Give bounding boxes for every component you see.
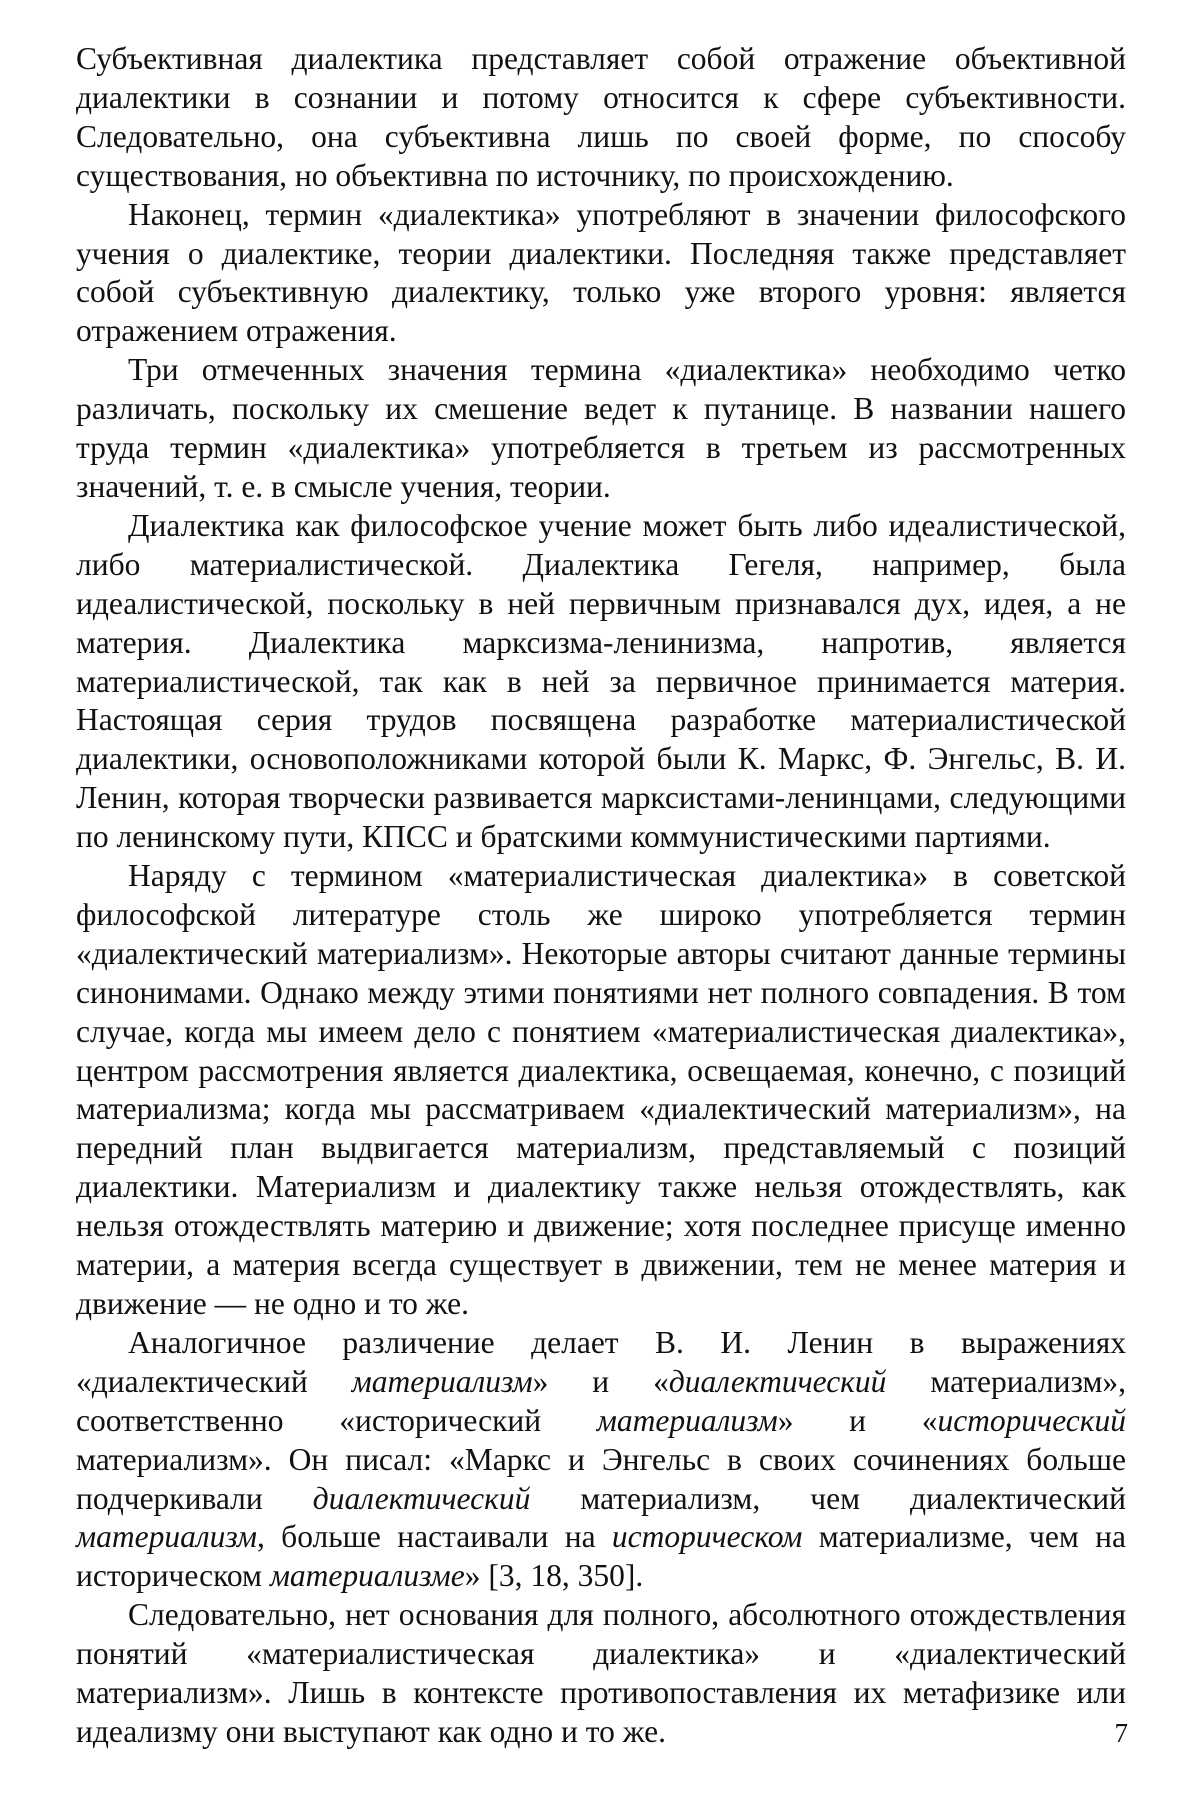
- italic-run: историческом: [611, 1519, 803, 1555]
- italic-run: исторический: [937, 1402, 1126, 1438]
- text-run: материализм». Он писал: «Маркс и Энгельс в своих сочинениях больше подчеркивали: [76, 1441, 1126, 1516]
- paragraph-philosophical-teaching: Наконец, термин «диалектика» употребляют в значении философского учения о диалектике, теории диалектики. Последняя также представляет собой субъективную диалектику, только уже второго уровня: является отражением отражения.: [76, 196, 1126, 349]
- paragraph-terms-comparison: Наряду с термином «материалистическая диалектика» в советской философской литературе столь же широко употребляется термин «диалектический материализм». Некоторые авторы считают данные термины синонимами. Однако между этими понятиями нет полного совпадения. В том случае, когда мы имеем дело с понятием «материалистическая диалектика», центром рассмотрения является диалектика, освещаемая, конечно, с позиций материализма; когда мы рассматриваем «диалектический материализм», на передний план выдвигается материализм, представляемый с позиций диалектики. Материализм и диалектику также нельзя отождествлять, как нельзя отождествлять материю и движение; хотя последнее присуще именно материи, а материя всегда существует в движении, тем не менее материя и движение — не одно и то же.: [76, 858, 1126, 1321]
- paragraph-three-meanings: Три отмеченных значения термина «диалектика» необходимо четко различать, поскольку их смешение ведет к путанице. В названии нашего труда термин «диалектика» употребляется в третьем из рассмотренных значений, т. е. в смысле учения, теории.: [76, 352, 1126, 504]
- italic-run: материализме: [269, 1558, 465, 1594]
- paragraph-conclusion: Следовательно, нет основания для полного, абсолютного отождествления понятий «материалистическая диалектика» и «диалектический материализм». Лишь в контексте противопоставления их метафизике или идеализму они выступают как одно и то же.: [76, 1597, 1126, 1749]
- page-number: 7: [1114, 1718, 1128, 1748]
- paragraph-idealist-materialist: Диалектика как философское учение может быть либо идеалистической, либо материалистической. Диалектика Гегеля, например, была идеалистической, поскольку в ней первичным признавался дух, идея, а не материя. Диалектика марксизма-ленинизма, напротив, является материалистической, так как в ней за первичное принимается материя. Настоящая серия трудов посвящена разработке материалистической диалектики, основоположниками которой были К. Маркс, Ф. Энгельс, В. И. Ленин, которая творчески развивается марксистами-ленинцами, следующими по ленинскому пути, КПСС и братскими коммунистическими партиями.: [76, 507, 1126, 855]
- text-run: » и «: [777, 1402, 938, 1438]
- italic-run: материализм: [351, 1363, 533, 1399]
- italic-run: материализм: [76, 1519, 257, 1555]
- italic-run: диалектический: [312, 1480, 531, 1516]
- text-run: , больше настаивали на: [256, 1519, 612, 1555]
- italic-run: диалектический: [668, 1363, 887, 1399]
- paragraph-lenin-quote: [76, 1324, 1126, 1596]
- text-run: Аналогичное различение делает В. И. Ленин в выражениях «диалектический: [76, 1324, 1126, 1399]
- text-run: материализм», соответственно «исторический: [76, 1363, 1126, 1438]
- text-run: материализме, чем на историческом: [76, 1519, 1126, 1594]
- text-run: » и «: [532, 1363, 669, 1399]
- text-run: материализм, чем диалектический: [530, 1480, 1126, 1516]
- italic-run: материализм: [596, 1402, 778, 1438]
- page-body: [76, 40, 1126, 1752]
- text-run: » [3, 18, 350].: [464, 1558, 644, 1594]
- paragraph-subjective-dialectics: Субъективная диалектика представляет собой отражение объективной диалектики в сознании и потому относится к сфере субъективности. Следовательно, она субъективна лишь по своей форме, по способу существования, но объективна по источнику, по происхождению.: [76, 41, 1126, 193]
